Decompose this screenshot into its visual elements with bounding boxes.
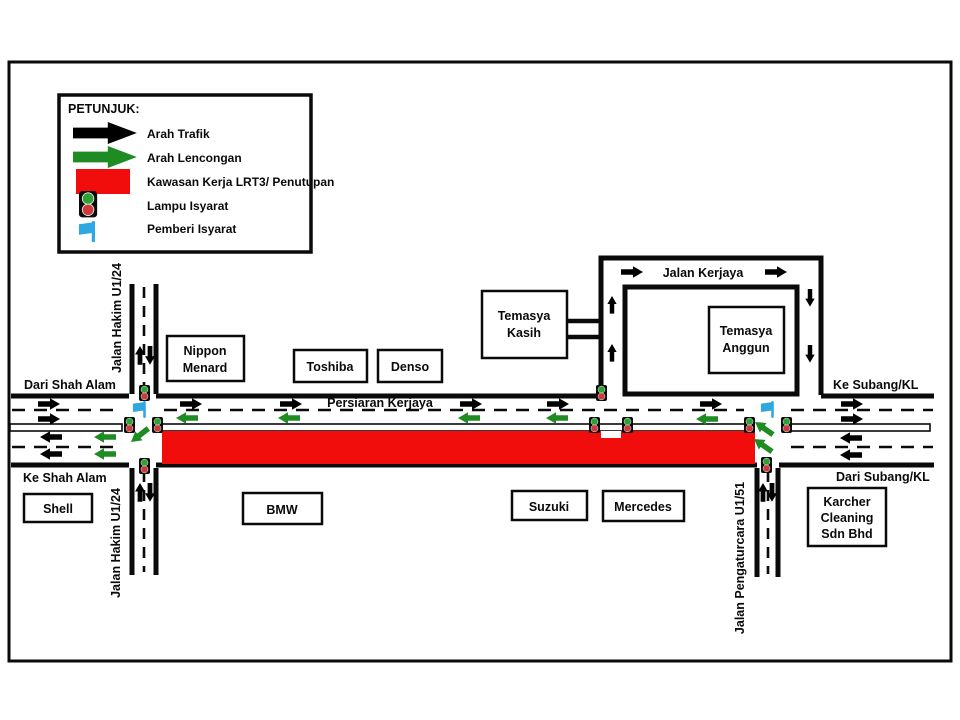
traffic-arrow-east xyxy=(621,266,643,278)
legend-item-label: Pemberi Isyarat xyxy=(147,222,237,236)
road-label-jalan-hakim-south: Jalan Hakim U1/24 xyxy=(109,488,123,598)
building-label: Cleaning xyxy=(820,511,874,525)
legend-item-label: Lampu Isyarat xyxy=(147,199,229,213)
traffic-light-icon xyxy=(622,417,633,433)
building-temasya-anggun xyxy=(709,307,784,373)
road-label-jalan-pengaturcara: Jalan Pengaturcara U1/51 xyxy=(733,481,747,635)
traffic-arrow-east xyxy=(841,413,863,425)
diversion-arrow-west xyxy=(546,412,568,424)
building-label: Denso xyxy=(390,360,430,374)
signaller-flag-icon xyxy=(133,401,146,418)
building-denso xyxy=(378,350,442,382)
legend-item-label: Arah Trafik xyxy=(147,127,210,141)
diversion-arrow-west xyxy=(94,448,116,460)
road-label-jalan-hakim-north: Jalan Hakim U1/24 xyxy=(110,263,124,373)
traffic-arrow-west xyxy=(40,448,62,460)
traffic-arrow-east xyxy=(38,398,60,410)
median-crossing-gap xyxy=(601,431,621,438)
work-area-swatch xyxy=(76,169,130,194)
traffic-arrow-north xyxy=(758,483,768,502)
traffic-arrow-south xyxy=(145,346,155,365)
direction-ke-shah-alam: Ke Shah Alam xyxy=(23,471,107,485)
road-walls xyxy=(132,468,156,575)
traffic-arrow-west xyxy=(840,449,862,461)
building-nippon-menard xyxy=(167,336,244,381)
building-label: BMW xyxy=(266,503,298,517)
direction-dari-subang-kl: Dari Subang/KL xyxy=(836,470,930,484)
traffic-arrow-south xyxy=(805,345,814,363)
direction-dari-shah-alam: Dari Shah Alam xyxy=(24,378,116,392)
building-label: Temasya xyxy=(497,309,551,323)
traffic-arrow-north xyxy=(607,296,616,314)
direction-ke-subang-kl: Ke Subang/KL xyxy=(833,378,919,392)
traffic-arrow-east xyxy=(280,398,302,410)
traffic-arrow-east xyxy=(547,398,569,410)
traffic-arrow-east xyxy=(841,398,863,410)
road-jalan-hakim-north xyxy=(132,284,156,394)
traffic-light-icon xyxy=(761,457,772,473)
building-label: Sdn Bhd xyxy=(821,527,873,541)
road-label-jalan-kerjaya: Jalan Kerjaya xyxy=(662,266,744,280)
traffic-light-icon xyxy=(744,417,755,433)
median-east xyxy=(791,424,930,431)
traffic-arrow-west xyxy=(840,432,862,444)
building-suzuki xyxy=(512,491,587,520)
diversion-arrow-west xyxy=(696,413,718,425)
building-bmw xyxy=(243,493,322,524)
road-walls xyxy=(757,468,778,577)
median-center xyxy=(158,424,747,431)
traffic-light-icon xyxy=(79,191,97,217)
traffic-arrow-east xyxy=(765,266,787,278)
diversion-arrow-west xyxy=(458,412,480,424)
diversion-arrow-west xyxy=(94,431,116,443)
traffic-light-icon xyxy=(139,458,150,474)
building-label: Temasya xyxy=(719,324,773,338)
diversion-arrow-west xyxy=(278,412,300,424)
building-label: Menard xyxy=(182,361,228,375)
traffic-light-icon xyxy=(596,385,607,401)
median-west xyxy=(10,424,122,431)
legend-item-label: Arah Lencongan xyxy=(147,151,242,165)
traffic-arrow-east xyxy=(38,413,60,425)
building-mercedes xyxy=(603,491,684,521)
building-label: Karcher xyxy=(823,495,871,509)
road-jalan-pengaturcara xyxy=(757,468,778,577)
building-shell xyxy=(24,494,92,522)
legend-title: PETUNJUK: xyxy=(68,102,140,116)
signaller-flag-icon xyxy=(761,401,774,418)
building-label: Mercedes xyxy=(614,500,672,514)
building-label: Kasih xyxy=(506,326,542,340)
traffic-arrow-south xyxy=(145,483,155,502)
traffic-arrow-south xyxy=(805,289,814,307)
temasya-kasih-driveway xyxy=(567,321,601,337)
traffic-arrow-east xyxy=(700,398,722,410)
diversion-arrow-west xyxy=(176,412,198,424)
building-toshiba xyxy=(294,350,367,382)
diversion-arrow-crossover-right xyxy=(752,417,777,439)
traffic-light-icon xyxy=(124,417,135,433)
road-walls xyxy=(132,284,156,394)
road-jalan-hakim-south xyxy=(132,468,156,575)
traffic-light-icon xyxy=(589,417,600,433)
lrt3-work-area-closure xyxy=(162,431,755,464)
building-label: Shell xyxy=(43,502,73,516)
traffic-arrow-north xyxy=(607,344,616,362)
building-label: Anggun xyxy=(722,341,770,355)
traffic-light-icon xyxy=(139,385,150,401)
traffic-light-icon xyxy=(781,417,792,433)
building-temasya-kasih xyxy=(482,291,567,358)
traffic-arrow-east xyxy=(460,398,482,410)
building-label: Nippon xyxy=(183,344,227,358)
traffic-arrow-east xyxy=(180,398,202,410)
building-label: Suzuki xyxy=(528,500,570,514)
road-label-persiaran-kerjaya: Persiaran Kerjaya xyxy=(327,396,433,410)
legend xyxy=(59,95,334,252)
building-karcher xyxy=(808,488,886,546)
traffic-light-icon xyxy=(152,417,163,433)
traffic-arrow-west xyxy=(40,431,62,443)
legend-item-label: Kawasan Kerja LRT3/ Penutupan xyxy=(147,175,335,189)
building-label: Toshiba xyxy=(306,360,354,374)
